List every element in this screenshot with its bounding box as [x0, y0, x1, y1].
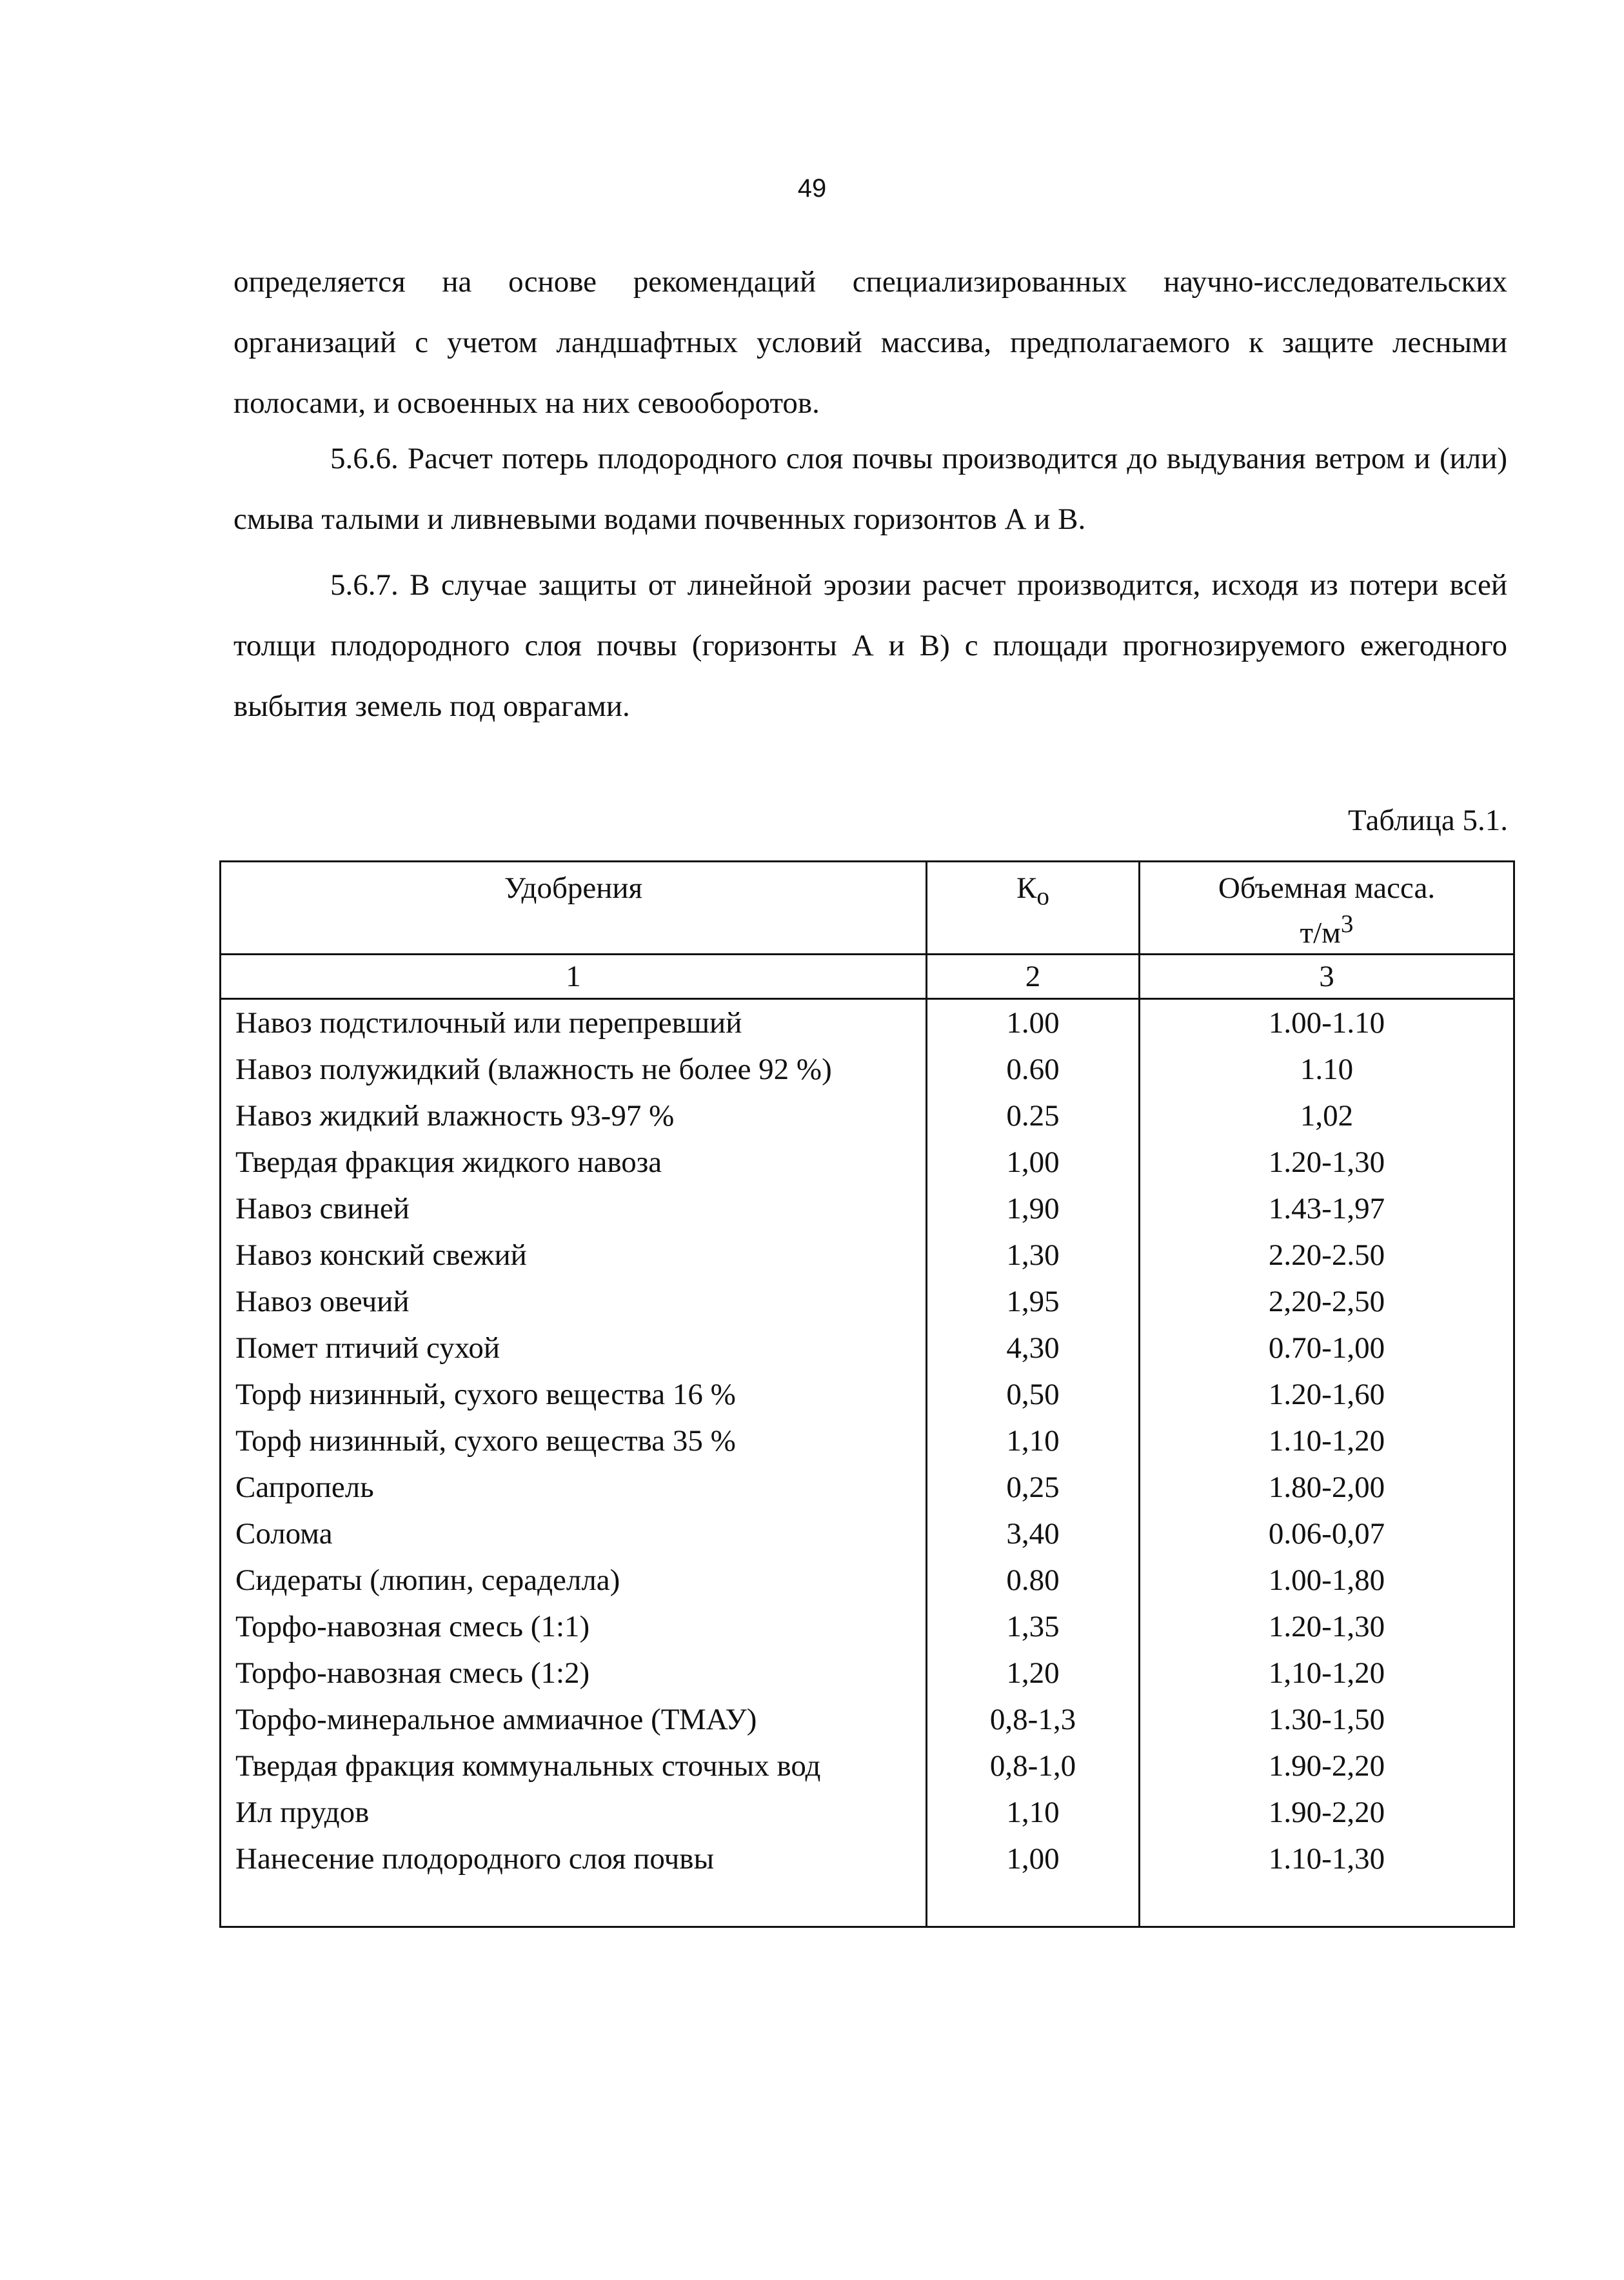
bulk-density-cell: 2,20-2,50	[1140, 1278, 1514, 1325]
table-row	[221, 1278, 1514, 1325]
fertilizer-name-cell: Сидераты (люпин, сераделла)	[221, 1557, 927, 1603]
table-row	[221, 1139, 1514, 1185]
bulk-density-cell: 1.10	[1140, 1046, 1514, 1093]
table-row	[221, 1093, 1514, 1139]
fertilizer-name-cell: Навоз полужидкий (влажность не более 92 %)	[221, 1046, 927, 1093]
bulk-density-cell: 1.30-1,50	[1140, 1696, 1514, 1743]
fertilizer-name-cell: Нанесение плодородного слоя почвы	[221, 1836, 927, 1882]
column-number-row	[221, 955, 1514, 999]
fertilizer-name-cell: Навоз жидкий влажность 93-97 %	[221, 1093, 927, 1139]
bulk-density-cell: 1.10-1,20	[1140, 1418, 1514, 1464]
column-number: 3	[1140, 955, 1514, 999]
bulk-density-cell: 1.20-1,30	[1140, 1139, 1514, 1185]
table-header-row	[221, 862, 1514, 955]
table-row	[221, 1836, 1514, 1882]
bulk-density-cell: 1,10-1,20	[1140, 1650, 1514, 1696]
coefficient-cell: 1,00	[927, 1139, 1140, 1185]
table-row	[221, 1743, 1514, 1789]
fertilizer-name-cell: Ил прудов	[221, 1789, 927, 1836]
table-row	[221, 1325, 1514, 1371]
bulk-density-cell: 1.10-1,30	[1140, 1836, 1514, 1882]
fertilizer-table-container	[219, 860, 1513, 1928]
coefficient-cell: 1,90	[927, 1185, 1140, 1232]
table-row	[221, 1464, 1514, 1511]
page-number: 49	[797, 174, 827, 203]
table-row	[221, 1418, 1514, 1464]
bulk-density-cell: 1.00-1.10	[1140, 999, 1514, 1047]
bulk-density-cell: 1.00-1,80	[1140, 1557, 1514, 1603]
table-row	[221, 1046, 1514, 1093]
header-bulk-density-line1: Объемная масса.	[1218, 871, 1436, 905]
bulk-density-cell: 1.80-2,00	[1140, 1464, 1514, 1511]
fertilizer-name-cell: Помет птичий сухой	[221, 1325, 927, 1371]
column-number: 1	[221, 955, 927, 999]
header-bulk-density-sup: 3	[1340, 910, 1354, 938]
bulk-density-cell: 1.90-2,20	[1140, 1789, 1514, 1836]
table-row	[221, 1557, 1514, 1603]
table-body	[221, 999, 1514, 1927]
bulk-density-cell: 2.20-2.50	[1140, 1232, 1514, 1278]
coefficient-cell: 0,8-1,0	[927, 1743, 1140, 1789]
fertilizer-table	[219, 860, 1515, 1928]
header-coefficient-sub: о	[1036, 882, 1049, 911]
empty-cell	[1140, 1882, 1514, 1927]
table-row	[221, 1789, 1514, 1836]
header-bulk-density-unit: т/м	[1300, 916, 1341, 950]
bulk-density-cell: 1.20-1,60	[1140, 1371, 1514, 1418]
coefficient-cell: 3,40	[927, 1511, 1140, 1557]
table-bottom-spacer	[221, 1882, 1514, 1927]
table-row	[221, 1696, 1514, 1743]
table-row	[221, 1511, 1514, 1557]
bulk-density-cell: 1,02	[1140, 1093, 1514, 1139]
paragraph-continuation: определяется на основе рекомендаций специализированных научно-исследовательских организаций с учетом ландшафтных условий массива, предполагаемого к защите лесными полосами, и освоенных на них севооборотов.	[233, 265, 1507, 420]
fertilizer-name-cell: Торф низинный, сухого вещества 35 %	[221, 1418, 927, 1464]
column-number: 2	[927, 955, 1140, 999]
fertilizer-name-cell: Твердая фракция жидкого навоза	[221, 1139, 927, 1185]
table-row	[221, 1650, 1514, 1696]
table-row	[221, 1371, 1514, 1418]
table-row	[221, 1603, 1514, 1650]
bulk-density-cell: 1.20-1,30	[1140, 1603, 1514, 1650]
coefficient-cell: 0,8-1,3	[927, 1696, 1140, 1743]
coefficient-cell: 4,30	[927, 1325, 1140, 1371]
fertilizer-name-cell: Солома	[221, 1511, 927, 1557]
header-bulk-density	[1140, 862, 1514, 955]
bulk-density-cell: 0.70-1,00	[1140, 1325, 1514, 1371]
header-coefficient-main: К	[1016, 871, 1037, 905]
fertilizer-name-cell: Торфо-навозная смесь (1:1)	[221, 1603, 927, 1650]
fertilizer-name-cell: Сапропель	[221, 1464, 927, 1511]
coefficient-cell: 0.60	[927, 1046, 1140, 1093]
fertilizer-name-cell: Торфо-минеральное аммиачное (ТМАУ)	[221, 1696, 927, 1743]
coefficient-cell: 0,50	[927, 1371, 1140, 1418]
coefficient-cell: 1,35	[927, 1603, 1140, 1650]
coefficient-cell: 1,30	[927, 1232, 1140, 1278]
coefficient-cell: 1,20	[927, 1650, 1140, 1696]
coefficient-cell: 1,95	[927, 1278, 1140, 1325]
fertilizer-name-cell: Навоз подстилочный или перепревший	[221, 999, 927, 1047]
coefficient-cell: 0.80	[927, 1557, 1140, 1603]
coefficient-cell: 1,10	[927, 1418, 1140, 1464]
header-fertilizers: Удобрения	[221, 862, 927, 955]
empty-cell	[927, 1882, 1140, 1927]
bulk-density-cell: 1.90-2,20	[1140, 1743, 1514, 1789]
bulk-density-cell: 0.06-0,07	[1140, 1511, 1514, 1557]
table-row	[221, 999, 1514, 1047]
coefficient-cell: 0.25	[927, 1093, 1140, 1139]
fertilizer-name-cell: Навоз овечий	[221, 1278, 927, 1325]
coefficient-cell: 1,00	[927, 1836, 1140, 1882]
table-row	[221, 1185, 1514, 1232]
fertilizer-name-cell: Торфо-навозная смесь (1:2)	[221, 1650, 927, 1696]
bulk-density-cell: 1.43-1,97	[1140, 1185, 1514, 1232]
paragraph-5-6-6: 5.6.6. Расчет потерь плодородного слоя почвы производится до выдувания ветром и (или) смыва талыми и ливневыми водами почвенных горизонтов А и В.	[233, 442, 1507, 536]
fertilizer-name-cell: Твердая фракция коммунальных сточных вод	[221, 1743, 927, 1789]
fertilizer-name-cell: Навоз конский свежий	[221, 1232, 927, 1278]
table-row	[221, 1232, 1514, 1278]
coefficient-cell: 0,25	[927, 1464, 1140, 1511]
fertilizer-name-cell: Навоз свиней	[221, 1185, 927, 1232]
fertilizer-name-cell: Торф низинный, сухого вещества 16 %	[221, 1371, 927, 1418]
coefficient-cell: 1.00	[927, 999, 1140, 1047]
header-coefficient	[927, 862, 1140, 955]
empty-cell	[221, 1882, 927, 1927]
coefficient-cell: 1,10	[927, 1789, 1140, 1836]
table-caption: Таблица 5.1.	[1347, 804, 1508, 837]
paragraph-5-6-7: 5.6.7. В случае защиты от линейной эрозии расчет производится, исходя из потери всей толщи плодородного слоя почвы (горизонты А и В) с площади прогнозируемого ежегодного выбытия земель под оврагами.	[233, 568, 1507, 723]
